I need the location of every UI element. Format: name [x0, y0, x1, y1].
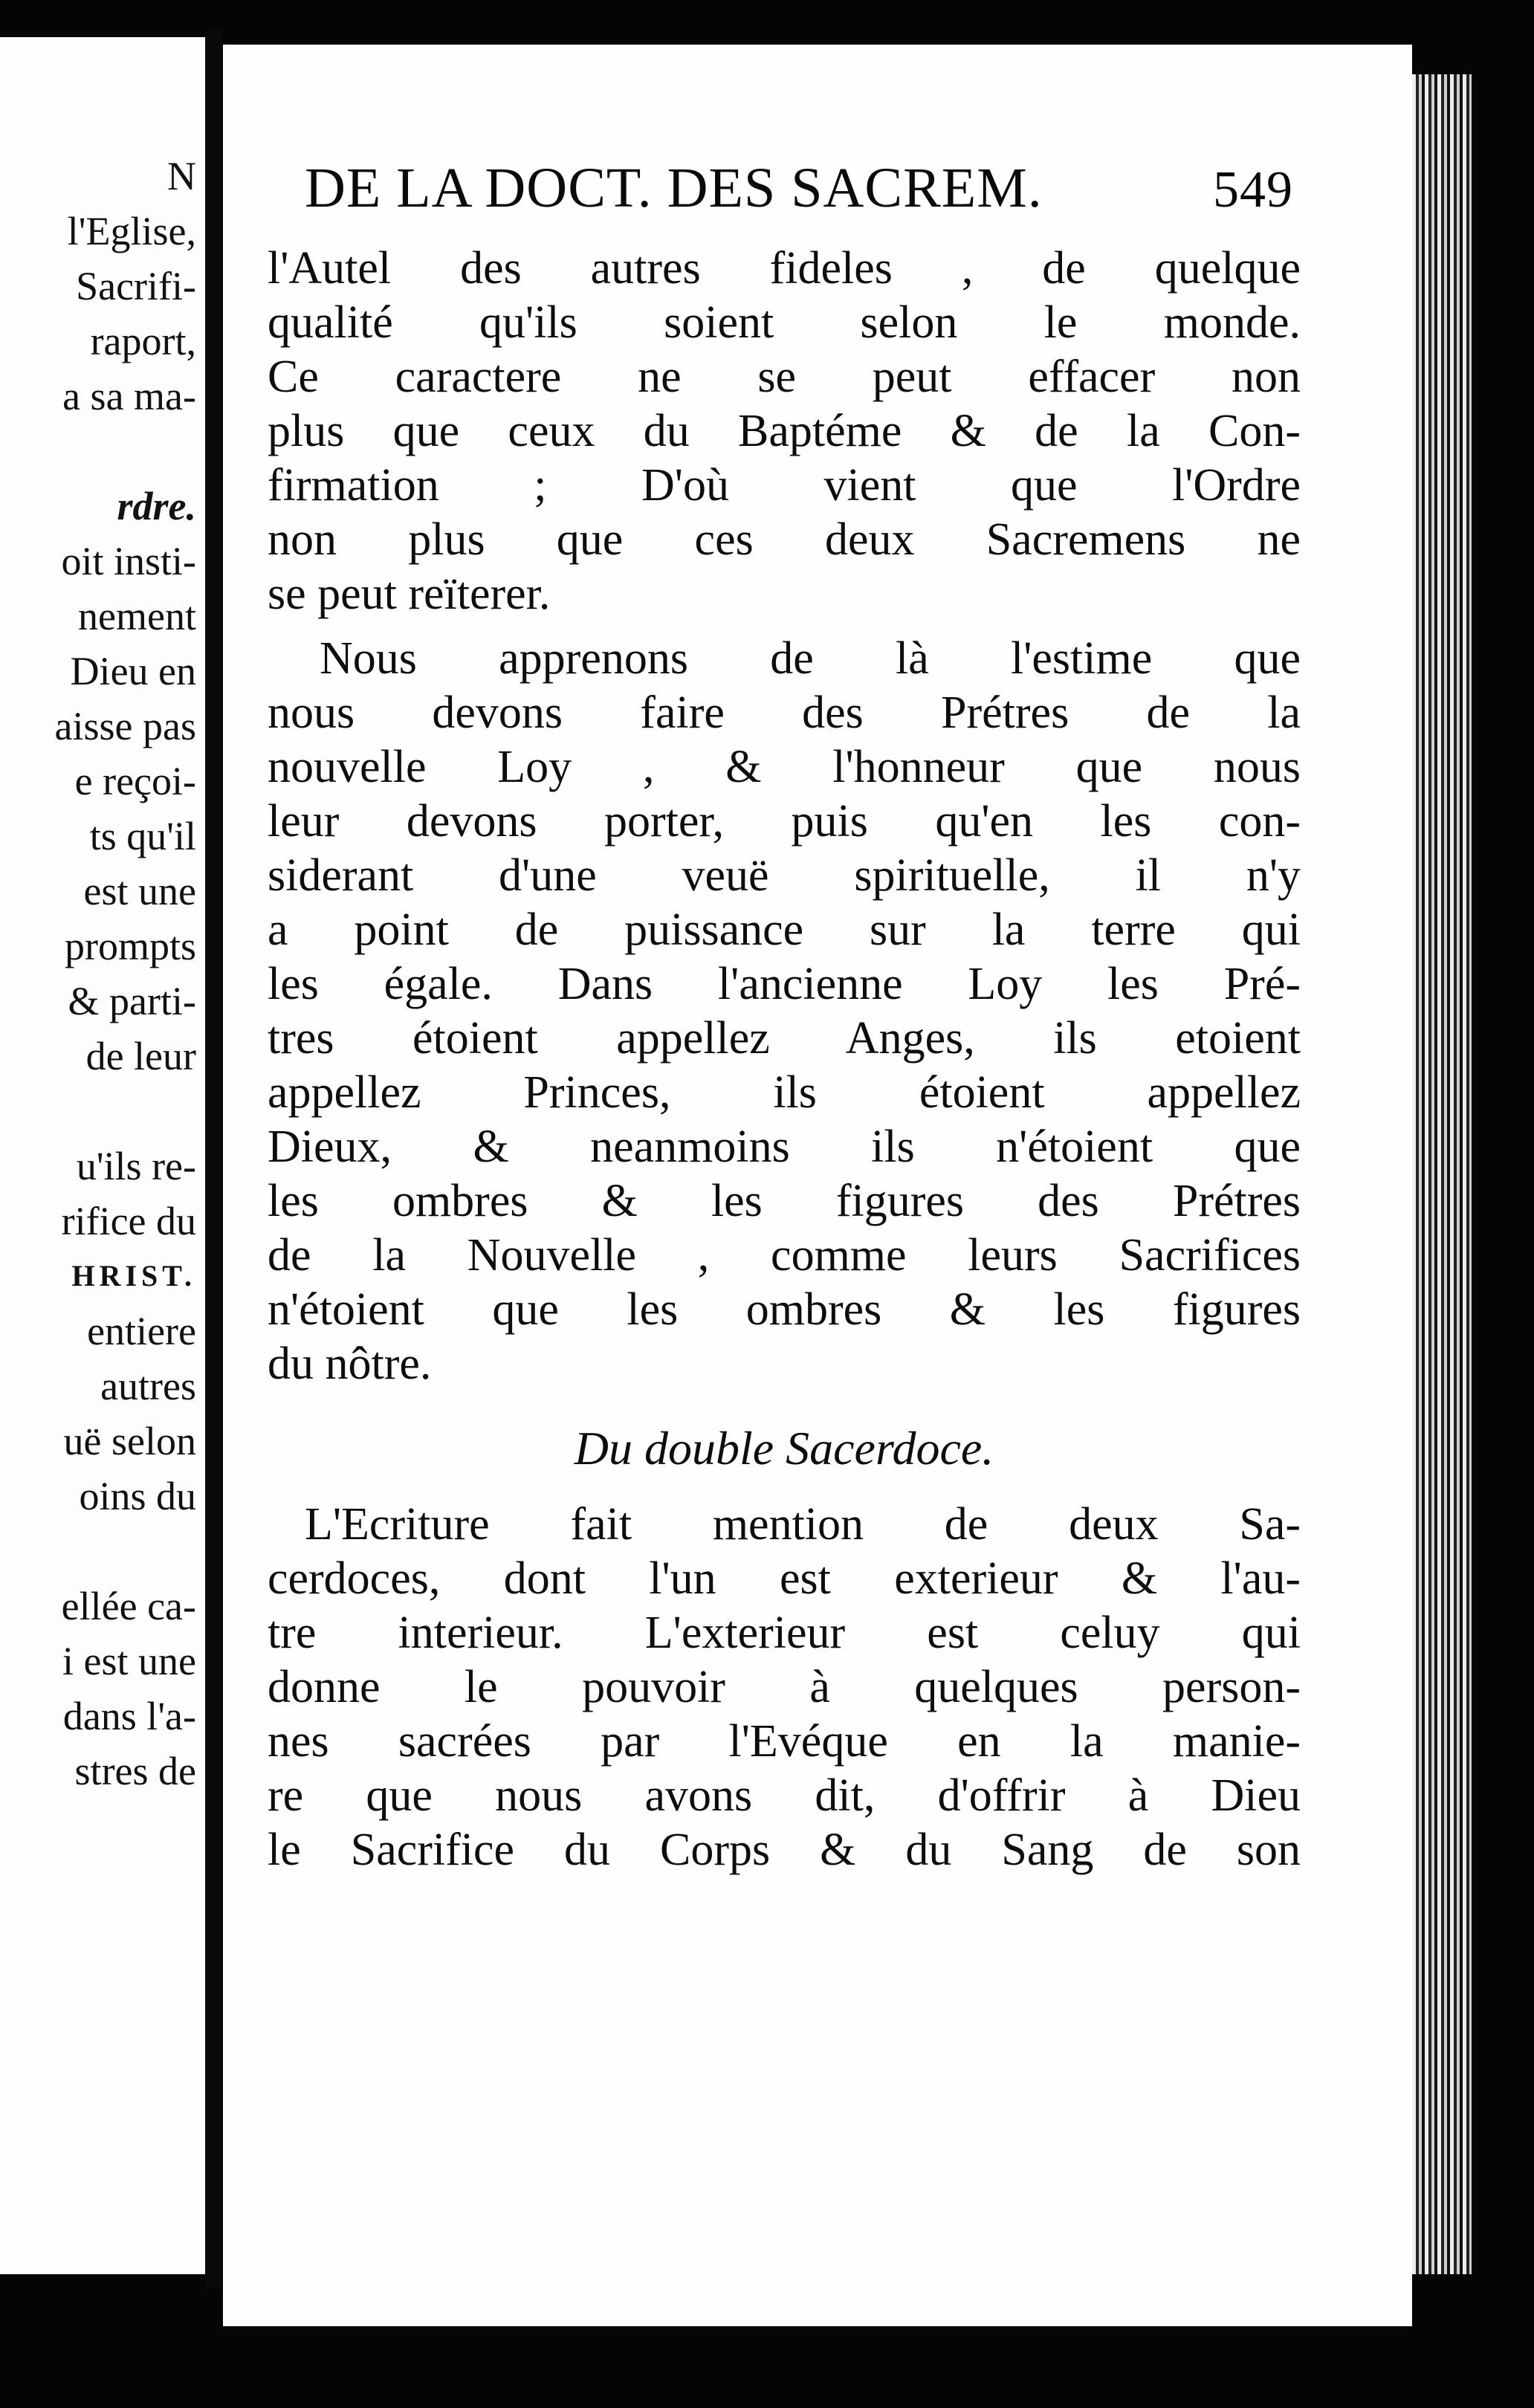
text-line: tres étoient appellez Anges, ils etoient [268, 1013, 1301, 1064]
left-line: N [167, 154, 196, 198]
text-line: qualité qu'ils soient selon le monde. [268, 297, 1301, 348]
left-line: Sacrifi- [76, 264, 196, 308]
text-line: non plus que ces deux Sacremens ne [268, 514, 1301, 565]
text-line: tre interieur. L'exterieur est celuy qui [268, 1608, 1301, 1658]
left-line: prompts [64, 924, 196, 968]
page-edges [1412, 74, 1472, 2274]
left-line: uë selon [63, 1419, 196, 1463]
right-page [223, 45, 1412, 2326]
text-line: leur devons porter, puis qu'en les con- [268, 796, 1301, 847]
left-line: dans l'a- [62, 1694, 196, 1738]
running-head-title: DE LA DOCT. DES SACREM. [305, 157, 1043, 219]
left-line: oins du [79, 1474, 196, 1518]
left-line: oit insti- [61, 539, 196, 583]
book-gutter [205, 30, 223, 2289]
left-line: entiere [87, 1309, 196, 1353]
left-line: stres de [74, 1749, 196, 1793]
text-line: re que nous avons dit, d'offrir à Dieu [268, 1770, 1301, 1821]
paragraph-2 [268, 632, 1301, 1391]
text-line: L'Ecriture fait mention de deux Sa- [305, 1499, 1301, 1550]
left-line: aisse pas [54, 704, 196, 748]
left-line: est une [83, 869, 196, 913]
text-line: donne le pouvoir à quelques person- [268, 1662, 1301, 1712]
text-line: de la Nouvelle , comme leurs Sacrifices [268, 1230, 1301, 1281]
text-line: plus que ceux du Baptéme & de la Con- [268, 406, 1301, 456]
left-line: l'Eglise, [67, 209, 196, 253]
text-line: cerdoces, dont l'un est exterieur & l'au- [268, 1553, 1301, 1604]
text-line: nouvelle Loy , & l'honneur que nous [268, 742, 1301, 792]
text-line: se peut reïterer. [268, 569, 551, 619]
left-page [0, 37, 205, 2274]
left-line: de leur [85, 1034, 196, 1078]
text-line: Nous apprenons de là l'estime que [320, 633, 1301, 684]
text-line: les ombres & les figures des Prétres [268, 1176, 1301, 1226]
left-line: raport, [90, 319, 196, 363]
left-line: u'ils re- [76, 1144, 196, 1188]
left-line: autres [100, 1364, 196, 1408]
page-number: 549 [1213, 161, 1293, 219]
left-line: ellée ca- [61, 1584, 196, 1628]
left-line: Dieu en [70, 649, 196, 693]
text-line: nous devons faire des Prétres de la [268, 687, 1301, 738]
text-line: du nôtre. [268, 1339, 432, 1389]
text-line: appellez Princes, ils étoient appellez [268, 1067, 1301, 1118]
left-line: a sa ma- [62, 374, 196, 418]
text-line: les égale. Dans l'ancienne Loy les Pré- [268, 959, 1301, 1009]
left-line: nement [78, 594, 196, 638]
text-line: siderant d'une veuë spirituelle, il n'y [268, 850, 1301, 901]
text-line: firmation ; D'où vient que l'Ordre [268, 460, 1301, 511]
left-line: rifice du [61, 1199, 196, 1243]
text-line: n'étoient que les ombres & les figures [268, 1284, 1301, 1335]
left-line: ts qu'il [89, 814, 196, 858]
paragraph-3 [268, 1498, 1301, 1877]
text-line: a point de puissance sur la terre qui [268, 904, 1301, 955]
body-text [268, 242, 1301, 1877]
left-line: rdre. [117, 484, 196, 528]
running-head [305, 156, 1293, 221]
left-line: e reçoi- [74, 759, 196, 803]
left-line: HRIST. [71, 1259, 196, 1292]
text-line: l'Autel des autres fideles , de quelque [268, 243, 1301, 294]
text-line: nes sacrées par l'Evéque en la manie- [268, 1716, 1301, 1767]
paragraph-1 [268, 242, 1301, 621]
left-page-text [55, 149, 196, 1799]
text-line: Dieux, & neanmoins ils n'étoient que [268, 1122, 1301, 1172]
left-line: i est une [62, 1639, 196, 1683]
section-heading: Du double Sacerdoce. [574, 1422, 994, 1475]
text-line: Ce caractere ne se peut effacer non [268, 352, 1301, 402]
text-line: le Sacrifice du Corps & du Sang de son [268, 1825, 1301, 1875]
left-line: & parti- [68, 979, 196, 1023]
